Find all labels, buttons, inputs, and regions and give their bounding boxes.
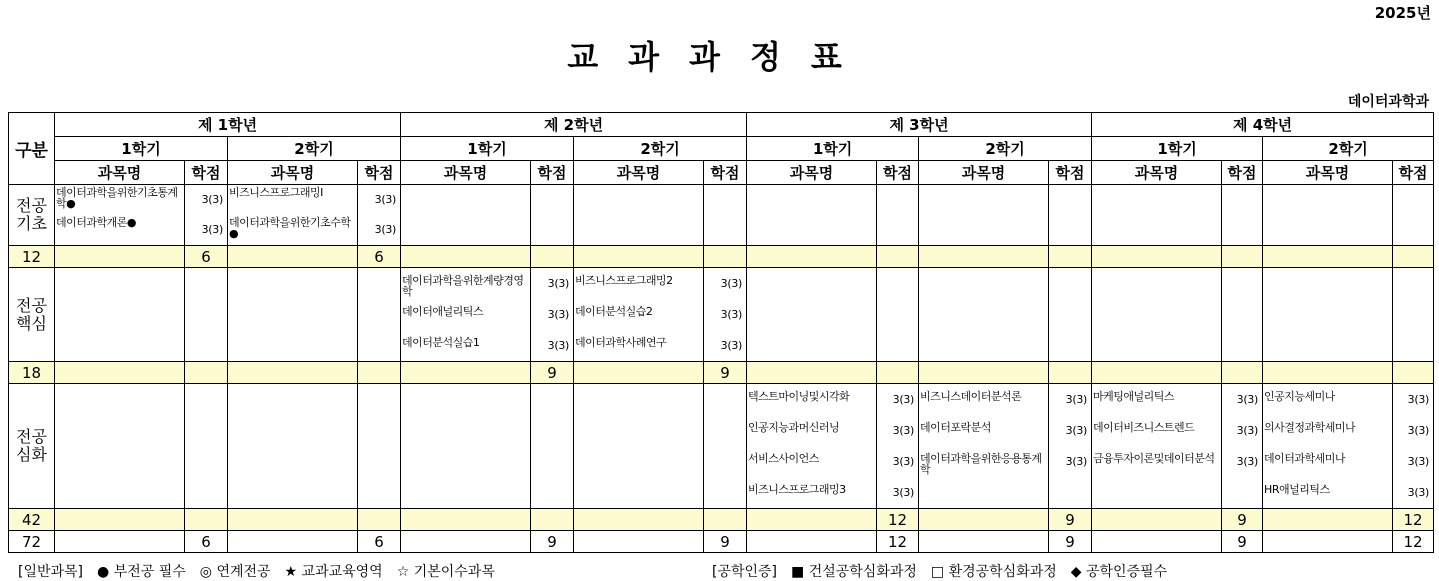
course-name: 인공지능과머신러닝 bbox=[748, 421, 840, 434]
course-cell bbox=[747, 185, 877, 246]
credit-cell bbox=[185, 185, 228, 246]
credit-header: 학점 bbox=[1222, 161, 1263, 185]
total-name-cell bbox=[228, 531, 358, 553]
category-label: 전공 심화 bbox=[9, 384, 55, 509]
category-sum-row bbox=[9, 362, 1434, 384]
gubun-header: 구분 bbox=[9, 113, 55, 185]
sum-name-cell bbox=[919, 246, 1049, 268]
semester-credit-sum bbox=[531, 246, 574, 268]
sum-name-cell bbox=[228, 509, 358, 531]
legend-item: ■ 건설공학심화과정 bbox=[791, 564, 917, 580]
course-cell bbox=[228, 185, 358, 246]
category-label: 전공 기초 bbox=[9, 185, 55, 246]
course-cell bbox=[228, 384, 358, 509]
course-name: 비즈니스프로그래밍3 bbox=[748, 483, 846, 496]
category-total: 18 bbox=[9, 362, 55, 384]
course-name-header: 과목명 bbox=[228, 161, 358, 185]
course-name: 비즈니스프로그래밍I bbox=[229, 186, 323, 199]
semester-header: 1학기 bbox=[401, 137, 574, 161]
legend-general-title: [일반과목] bbox=[18, 564, 84, 580]
course-cell bbox=[919, 268, 1049, 362]
credit-cell bbox=[185, 268, 228, 362]
sum-name-cell bbox=[55, 509, 185, 531]
legend-item: ☆ 기본이수과목 bbox=[396, 564, 495, 580]
course-name: 인공지능세미나 bbox=[1264, 390, 1335, 403]
sum-name-cell bbox=[574, 509, 704, 531]
credit-cell bbox=[1049, 268, 1092, 362]
semester-header: 2학기 bbox=[1263, 137, 1434, 161]
total-name-cell bbox=[1092, 531, 1222, 553]
semester-credit-sum: 12 bbox=[1393, 509, 1434, 531]
sum-name-cell bbox=[747, 509, 877, 531]
course-name-header: 과목명 bbox=[401, 161, 531, 185]
course-credit: 3(3) bbox=[1407, 486, 1430, 499]
legend-item: ★ 교과교육영역 bbox=[284, 564, 383, 580]
semester-credit-sum bbox=[704, 509, 747, 531]
year-header: 제 4학년 bbox=[1092, 113, 1434, 137]
course-cell bbox=[574, 185, 704, 246]
semester-credit-total: 9 bbox=[704, 531, 747, 553]
credit-cell bbox=[1222, 384, 1263, 509]
credit-cell bbox=[185, 384, 228, 509]
course-name-header: 과목명 bbox=[574, 161, 704, 185]
course-cell bbox=[574, 384, 704, 509]
category-row bbox=[9, 185, 1434, 246]
semester-credit-sum: 6 bbox=[358, 246, 401, 268]
course-name-header: 과목명 bbox=[1263, 161, 1393, 185]
semester-credit-sum: 9 bbox=[704, 362, 747, 384]
course-cell bbox=[401, 185, 531, 246]
course-name: 데이터과학사례연구 bbox=[575, 336, 667, 349]
credit-cell bbox=[1049, 185, 1092, 246]
course-cell bbox=[747, 384, 877, 509]
semester-credit-sum bbox=[877, 246, 919, 268]
semester-credit-sum bbox=[531, 509, 574, 531]
department-label: 데이터과학과 bbox=[1347, 94, 1429, 110]
course-credit: 3(3) bbox=[892, 393, 915, 406]
course-cell bbox=[1092, 384, 1222, 509]
course-name: 데이터과학세미나 bbox=[1264, 452, 1346, 465]
course-name-header: 과목명 bbox=[55, 161, 185, 185]
legend-item: □ 환경공학심화과정 bbox=[930, 564, 1057, 580]
course-name-header: 과목명 bbox=[747, 161, 877, 185]
credit-cell bbox=[704, 268, 747, 362]
semester-credit-sum: 12 bbox=[877, 509, 919, 531]
credit-cell bbox=[358, 268, 401, 362]
course-name: 데이터과학을위한응용통계학 bbox=[920, 452, 1042, 476]
sum-name-cell bbox=[1263, 362, 1393, 384]
page-title: 교과과정표 bbox=[567, 38, 872, 76]
semester-credit-sum: 6 bbox=[185, 246, 228, 268]
course-name: 데이터포락분석 bbox=[920, 421, 991, 434]
credit-cell bbox=[1393, 268, 1434, 362]
course-credit: 3(3) bbox=[1065, 424, 1088, 437]
credit-cell bbox=[1222, 185, 1263, 246]
credit-cell bbox=[704, 185, 747, 246]
course-credit: 3(3) bbox=[374, 223, 397, 236]
legend-engineering bbox=[712, 561, 1181, 581]
category-total: 42 bbox=[9, 509, 55, 531]
semester-credit-sum: 9 bbox=[1049, 509, 1092, 531]
category-label: 전공 핵심 bbox=[9, 268, 55, 362]
year-header: 제 3학년 bbox=[747, 113, 1092, 137]
sum-name-cell bbox=[55, 246, 185, 268]
semester-credit-sum bbox=[185, 509, 228, 531]
sum-name-cell bbox=[1092, 246, 1222, 268]
semester-credit-total: 12 bbox=[1393, 531, 1434, 553]
course-credit: 3(3) bbox=[1407, 424, 1430, 437]
total-name-cell bbox=[401, 531, 531, 553]
semester-credit-sum bbox=[1049, 362, 1092, 384]
semester-credit-total: 9 bbox=[1222, 531, 1263, 553]
credit-cell bbox=[358, 185, 401, 246]
year-label: 2025년 bbox=[1374, 4, 1431, 22]
sum-name-cell bbox=[574, 246, 704, 268]
course-credit: 3(3) bbox=[1236, 393, 1259, 406]
course-name: 데이터과학개론● bbox=[56, 216, 136, 229]
year-header: 제 2학년 bbox=[401, 113, 747, 137]
sum-name-cell bbox=[919, 362, 1049, 384]
course-credit: 3(3) bbox=[892, 424, 915, 437]
total-name-cell bbox=[55, 531, 185, 553]
semester-credit-sum bbox=[358, 509, 401, 531]
semester-credit-total: 12 bbox=[877, 531, 919, 553]
semester-header: 1학기 bbox=[747, 137, 919, 161]
legend-eng-title: [공학인증] bbox=[712, 564, 778, 580]
course-cell bbox=[1263, 185, 1393, 246]
course-credit: 3(3) bbox=[547, 308, 570, 321]
semester-credit-sum bbox=[1393, 246, 1434, 268]
course-name: 데이터분석실습1 bbox=[402, 336, 480, 349]
legend-item: ◆ 공학인증필수 bbox=[1070, 564, 1168, 580]
course-cell bbox=[55, 185, 185, 246]
credit-cell bbox=[531, 268, 574, 362]
course-credit: 3(3) bbox=[1407, 455, 1430, 468]
sum-name-cell bbox=[401, 509, 531, 531]
credit-header: 학점 bbox=[1049, 161, 1092, 185]
semester-credit-sum bbox=[1222, 246, 1263, 268]
semester-header: 2학기 bbox=[228, 137, 401, 161]
course-credit: 3(3) bbox=[720, 339, 743, 352]
course-credit: 3(3) bbox=[547, 339, 570, 352]
semester-credit-sum bbox=[1049, 246, 1092, 268]
course-name: HR애널리틱스 bbox=[1264, 483, 1330, 496]
year-header: 제 1학년 bbox=[55, 113, 401, 137]
course-name: 서비스사이언스 bbox=[748, 452, 819, 465]
credit-cell bbox=[1393, 384, 1434, 509]
course-name: 의사결정과학세미나 bbox=[1264, 421, 1356, 434]
grand-total: 72 bbox=[9, 531, 55, 553]
credit-header: 학점 bbox=[1393, 161, 1434, 185]
total-name-cell bbox=[574, 531, 704, 553]
course-credit: 3(3) bbox=[720, 308, 743, 321]
course-cell bbox=[55, 384, 185, 509]
credit-cell bbox=[1049, 384, 1092, 509]
course-credit: 3(3) bbox=[1407, 393, 1430, 406]
credit-cell bbox=[1222, 268, 1263, 362]
course-cell bbox=[574, 268, 704, 362]
course-credit: 3(3) bbox=[547, 277, 570, 290]
sum-name-cell bbox=[55, 362, 185, 384]
semester-credit-total: 6 bbox=[358, 531, 401, 553]
sum-name-cell bbox=[919, 509, 1049, 531]
legend-general bbox=[18, 561, 509, 581]
sum-name-cell bbox=[574, 362, 704, 384]
sum-name-cell bbox=[1263, 509, 1393, 531]
course-name-header: 과목명 bbox=[919, 161, 1049, 185]
semester-header: 1학기 bbox=[1092, 137, 1263, 161]
legend-item: ◎ 연계전공 bbox=[199, 564, 271, 580]
semester-credit-sum: 9 bbox=[1222, 509, 1263, 531]
semester-credit-total: 6 bbox=[185, 531, 228, 553]
total-name-cell bbox=[1263, 531, 1393, 553]
credit-header: 학점 bbox=[358, 161, 401, 185]
semester-credit-sum bbox=[358, 362, 401, 384]
course-credit: 3(3) bbox=[720, 277, 743, 290]
sum-name-cell bbox=[747, 362, 877, 384]
credit-cell bbox=[358, 384, 401, 509]
credit-cell bbox=[531, 384, 574, 509]
semester-credit-total: 9 bbox=[1049, 531, 1092, 553]
semester-header: 2학기 bbox=[574, 137, 747, 161]
semester-credit-sum bbox=[704, 246, 747, 268]
credit-cell bbox=[877, 268, 919, 362]
course-cell bbox=[1092, 185, 1222, 246]
semester-credit-total: 9 bbox=[531, 531, 574, 553]
category-row bbox=[9, 384, 1434, 509]
course-cell bbox=[228, 268, 358, 362]
course-cell bbox=[55, 268, 185, 362]
course-cell bbox=[919, 384, 1049, 509]
course-name: 텍스트마이닝및시각화 bbox=[748, 390, 850, 403]
sum-name-cell bbox=[1092, 509, 1222, 531]
course-credit: 3(3) bbox=[1236, 455, 1259, 468]
grand-total-row bbox=[9, 531, 1434, 553]
credit-cell bbox=[877, 185, 919, 246]
course-credit: 3(3) bbox=[374, 193, 397, 206]
course-credit: 3(3) bbox=[892, 455, 915, 468]
semester-header: 1학기 bbox=[55, 137, 228, 161]
category-total: 12 bbox=[9, 246, 55, 268]
course-name: 마케팅애널리틱스 bbox=[1093, 390, 1175, 403]
credit-cell bbox=[877, 384, 919, 509]
credit-header: 학점 bbox=[531, 161, 574, 185]
semester-credit-sum: 9 bbox=[531, 362, 574, 384]
sum-name-cell bbox=[401, 246, 531, 268]
course-name: 데이터애널리틱스 bbox=[402, 305, 484, 318]
course-cell bbox=[401, 268, 531, 362]
sum-name-cell bbox=[228, 362, 358, 384]
course-credit: 3(3) bbox=[1236, 424, 1259, 437]
sum-name-cell bbox=[1263, 246, 1393, 268]
course-name: 데이터과학을위한계량경영학 bbox=[402, 274, 524, 298]
legend-item: ● 부전공 필수 bbox=[97, 564, 186, 580]
course-cell bbox=[919, 185, 1049, 246]
category-sum-row bbox=[9, 509, 1434, 531]
total-name-cell bbox=[919, 531, 1049, 553]
course-cell bbox=[1092, 268, 1222, 362]
course-name: 데이터분석실습2 bbox=[575, 305, 653, 318]
course-name-header: 과목명 bbox=[1092, 161, 1222, 185]
course-cell bbox=[1263, 384, 1393, 509]
course-credit: 3(3) bbox=[201, 223, 223, 236]
credit-cell bbox=[704, 384, 747, 509]
credit-cell bbox=[531, 185, 574, 246]
semester-credit-sum bbox=[185, 362, 228, 384]
course-credit: 3(3) bbox=[1065, 393, 1088, 406]
course-credit: 3(3) bbox=[201, 193, 223, 206]
course-credit: 3(3) bbox=[892, 486, 915, 499]
category-row bbox=[9, 268, 1434, 362]
semester-credit-sum bbox=[1222, 362, 1263, 384]
credit-cell bbox=[1393, 185, 1434, 246]
course-cell bbox=[1263, 268, 1393, 362]
course-name: 데이터과학을위한기초통계학● bbox=[56, 186, 178, 210]
sum-name-cell bbox=[1092, 362, 1222, 384]
curriculum-table bbox=[8, 112, 1434, 553]
course-name: 데이터과학을위한기초수학● bbox=[229, 216, 351, 240]
semester-header: 2학기 bbox=[919, 137, 1092, 161]
course-name: 금융투자이론및데이터분석 bbox=[1093, 452, 1215, 465]
credit-header: 학점 bbox=[877, 161, 919, 185]
course-cell bbox=[401, 384, 531, 509]
course-cell bbox=[747, 268, 877, 362]
sum-name-cell bbox=[747, 246, 877, 268]
course-name: 비즈니스프로그래밍2 bbox=[575, 274, 673, 287]
course-credit: 3(3) bbox=[1065, 455, 1088, 468]
semester-credit-sum bbox=[877, 362, 919, 384]
course-name: 비즈니스데이터분석론 bbox=[920, 390, 1022, 403]
course-name: 데이터비즈니스트렌드 bbox=[1093, 421, 1195, 434]
category-sum-row bbox=[9, 246, 1434, 268]
sum-name-cell bbox=[401, 362, 531, 384]
sum-name-cell bbox=[228, 246, 358, 268]
semester-credit-sum bbox=[1393, 362, 1434, 384]
total-name-cell bbox=[747, 531, 877, 553]
credit-header: 학점 bbox=[704, 161, 747, 185]
credit-header: 학점 bbox=[185, 161, 228, 185]
